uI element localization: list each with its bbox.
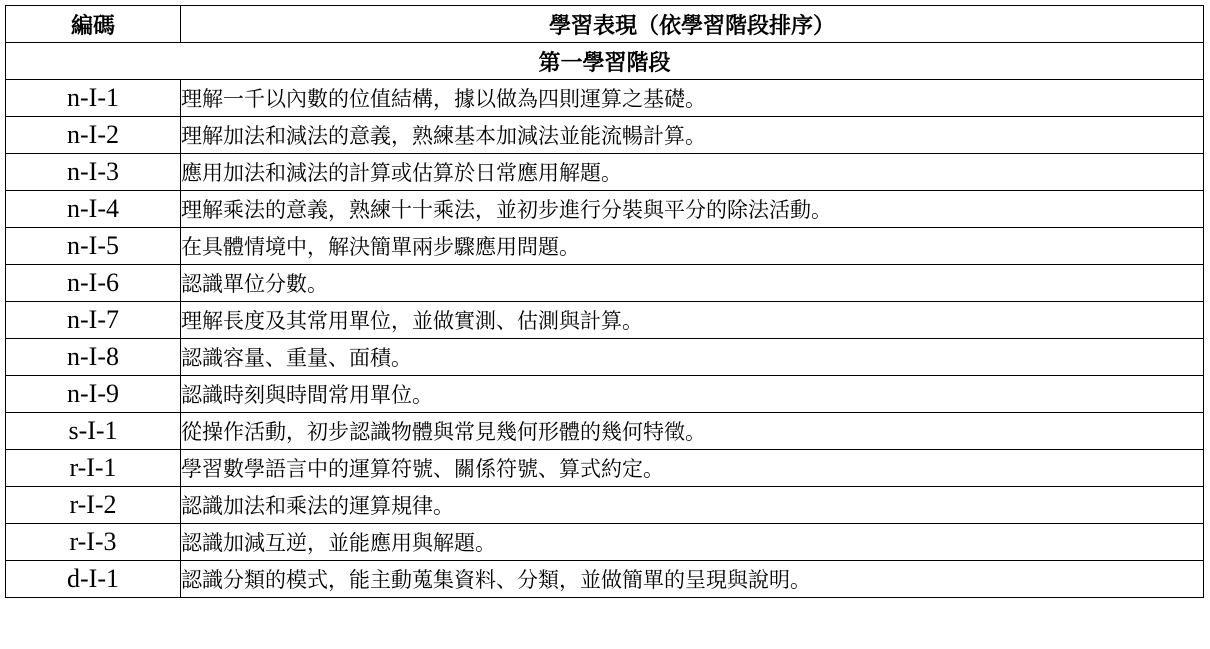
- row-description: 在具體情境中，解決簡單兩步驟應用問題。: [181, 228, 1204, 265]
- row-description: 理解乘法的意義，熟練十十乘法，並初步進行分裝與平分的除法活動。: [181, 191, 1204, 228]
- row-description: 認識單位分數。: [181, 265, 1204, 302]
- row-code: n-I-6: [6, 265, 181, 302]
- row-code: n-I-2: [6, 117, 181, 154]
- row-description: 從操作活動，初步認識物體與常見幾何形體的幾何特徵。: [181, 413, 1204, 450]
- stage-row: [6, 43, 1204, 80]
- row-description: 理解加法和減法的意義，熟練基本加減法並能流暢計算。: [181, 117, 1204, 154]
- header-code: 編碼: [6, 6, 181, 43]
- row-code: n-I-7: [6, 302, 181, 339]
- table-row: [6, 339, 1204, 376]
- header-row: [6, 6, 1204, 43]
- table-row: [6, 561, 1204, 598]
- table-row: [6, 524, 1204, 561]
- table-row: [6, 80, 1204, 117]
- row-code: d-I-1: [6, 561, 181, 598]
- table-row: [6, 302, 1204, 339]
- row-description: 理解長度及其常用單位，並做實測、估測與計算。: [181, 302, 1204, 339]
- row-code: n-I-1: [6, 80, 181, 117]
- row-code: n-I-9: [6, 376, 181, 413]
- header-description: 學習表現（依學習階段排序）: [181, 6, 1204, 43]
- row-code: n-I-3: [6, 154, 181, 191]
- table-row: [6, 450, 1204, 487]
- row-description: 應用加法和減法的計算或估算於日常應用解題。: [181, 154, 1204, 191]
- stage-label: 第一學習階段: [6, 43, 1204, 80]
- row-code: n-I-5: [6, 228, 181, 265]
- table-row: [6, 117, 1204, 154]
- row-description: 認識時刻與時間常用單位。: [181, 376, 1204, 413]
- row-code: n-I-4: [6, 191, 181, 228]
- table-row: [6, 413, 1204, 450]
- table-row: [6, 265, 1204, 302]
- table-row: [6, 228, 1204, 265]
- row-description: 認識加法和乘法的運算規律。: [181, 487, 1204, 524]
- row-code: r-I-3: [6, 524, 181, 561]
- table-row: [6, 376, 1204, 413]
- row-code: n-I-8: [6, 339, 181, 376]
- row-description: 認識分類的模式，能主動蒐集資料、分類，並做簡單的呈現與說明。: [181, 561, 1204, 598]
- row-description: 認識加減互逆，並能應用與解題。: [181, 524, 1204, 561]
- row-code: r-I-2: [6, 487, 181, 524]
- table-row: [6, 191, 1204, 228]
- row-description: 認識容量、重量、面積。: [181, 339, 1204, 376]
- row-description: 理解一千以內數的位值結構，據以做為四則運算之基礎。: [181, 80, 1204, 117]
- row-code: s-I-1: [6, 413, 181, 450]
- table-row: [6, 487, 1204, 524]
- table-row: [6, 154, 1204, 191]
- row-code: r-I-1: [6, 450, 181, 487]
- curriculum-table: [5, 5, 1204, 598]
- row-description: 學習數學語言中的運算符號、關係符號、算式約定。: [181, 450, 1204, 487]
